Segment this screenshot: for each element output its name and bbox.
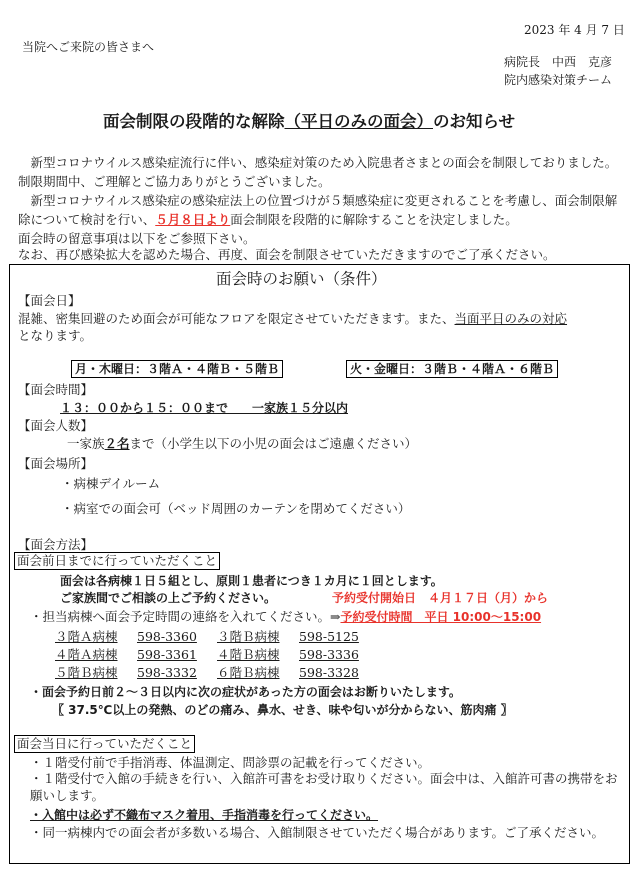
day-description	[18, 309, 567, 327]
start-date-highlight: ５月８日より	[155, 212, 231, 227]
symptom-list: 〖 37.5℃以上の発熱、のどの痛み、鼻水、せき、味や匂いが分からない、筋肉痛 〗	[52, 703, 513, 717]
visit-day-heading: 面会当日に行っていただくこと	[14, 735, 195, 753]
intro-paragraph-4: なお、再び感染拡大を認めた場合、再度、面会を制限させていただきますのでご了承ください。	[18, 247, 556, 262]
ward-phone: 598-3360	[137, 629, 197, 644]
ward-phone: 598-3332	[137, 665, 197, 680]
intro-paragraph-2	[18, 191, 624, 229]
intro-p2-a: 新型コロナウイルス感染症の感染症法上の位置づけが５類感染症に変更されることを考慮し、面会制限解除について検討を行い、	[18, 193, 618, 227]
visit-hours: １３：００から１５：００まで 一家族１５分以内	[60, 401, 349, 415]
ward-phone: 598-5125	[299, 629, 359, 644]
visit-day-item: ・１階受付で入館の手続きを行い、入館許可書をお受け取りください。面会中は、入館許可書の携帯をお願いします。	[30, 771, 618, 803]
section-label-day: 【面会日】	[18, 293, 81, 308]
reservation-start: 予約受付開始日 ４月１７日（月）から	[332, 591, 549, 605]
ward-name: ４階Ｂ病棟	[217, 647, 280, 662]
people-suffix: まで（小学生以下の小児の面会はご遠慮ください）	[129, 436, 418, 451]
intro-paragraph-3: 面会時の留意事項は以下をご参照下さい。	[18, 231, 256, 246]
ward-phone: 598-3336	[299, 647, 359, 662]
greeting: 当院へご来院の皆さまへ	[22, 40, 155, 54]
schedule-tue-fri: 火・金曜日：３階Ｂ・４階Ａ・６階Ｂ	[346, 360, 558, 378]
place-item-dayroom: ・病棟デイルーム	[61, 476, 161, 491]
reservation-hours: 予約受付時間 平日 10:00～15:00	[340, 610, 542, 624]
phone-row	[55, 645, 359, 663]
ward-name: ３階Ａ病棟	[55, 629, 118, 644]
before-day-heading: 面会前日までに行っていただくこと	[14, 552, 220, 570]
section-label-people: 【面会人数】	[18, 418, 94, 433]
page-title	[103, 108, 515, 132]
team-name: 院内感染対策チーム	[504, 73, 613, 87]
section-label-method: 【面会方法】	[18, 537, 94, 552]
intro-paragraph-1: 新型コロナウイルス感染症流行に伴い、感染症対策のため入院患者さまとの面会を制限しておりました。制限期間中、ご理解とご協力ありがとうございました。	[18, 155, 618, 189]
visit-day-item: ・１階受付前で手指消毒、体温測定、問診票の記載を行ってください。	[30, 755, 431, 770]
ward-name: ４階Ａ病棟	[55, 647, 118, 662]
title-part3: のお知らせ	[433, 112, 516, 131]
ward-phone: 598-3328	[299, 665, 359, 680]
day-text-a: 混雑、密集回避のため面会が可能なフロアを限定させていただきます。また、	[18, 311, 455, 326]
day-text-b: となります。	[18, 328, 93, 343]
rule-family-consult: ご家族間でご相談の上ご予約ください。	[60, 591, 277, 605]
notice-date: 2023 年 4 月 7 日	[524, 23, 625, 37]
people-limit	[67, 434, 417, 452]
signer: 病院長 中西 克彦	[504, 55, 613, 69]
ward-name: ６階Ｂ病棟	[217, 665, 280, 680]
section-label-place: 【面会場所】	[18, 456, 94, 471]
contact-prefix: ・担当病棟へ面会予定時間の連絡を入れてください。⇒	[30, 609, 341, 624]
contact-line	[30, 607, 541, 625]
title-part1: 面会制限の段階的な解除	[103, 112, 285, 131]
schedule-mon-thu: 月・木曜日：３階Ａ・４階Ｂ・５階Ｂ	[71, 360, 283, 378]
title-part2: （平日のみの面会）	[284, 112, 433, 131]
section-label-time: 【面会時間】	[18, 382, 94, 397]
symptom-notice: ・面会予約日前２～３日以内に次の症状があった方の面会はお断りいたします。	[30, 685, 461, 699]
people-prefix: 一家族	[67, 436, 105, 451]
ward-name: ５階Ｂ病棟	[55, 665, 118, 680]
ward-phone: 598-3361	[137, 647, 197, 662]
mask-rule: ・入館中は必ず不織布マスク着用、手指消毒を行ってください。	[30, 808, 379, 822]
visit-day-item-last: ・同一病棟内での面会者が多数いる場合、入館制限させていただく場合があります。ご了承ください。	[30, 825, 605, 840]
people-count: ２名	[104, 436, 130, 451]
ward-name: ３階Ｂ病棟	[217, 629, 280, 644]
rule-per-ward: 面会は各病棟１日５組とし、原則１患者につき１カ月に１回とします。	[60, 574, 443, 588]
phone-row	[55, 627, 359, 645]
phone-row	[55, 663, 359, 681]
box-title: 面会時のお願い（条件）	[216, 270, 387, 288]
weekday-only-note: 当面平日のみの対応	[454, 311, 568, 326]
place-item-room: ・病室での面会可（ベッド周囲のカーテンを閉めてください）	[61, 501, 411, 516]
intro-p2-b: 面会制限を段階的に解除することを決定しました。	[230, 212, 518, 227]
